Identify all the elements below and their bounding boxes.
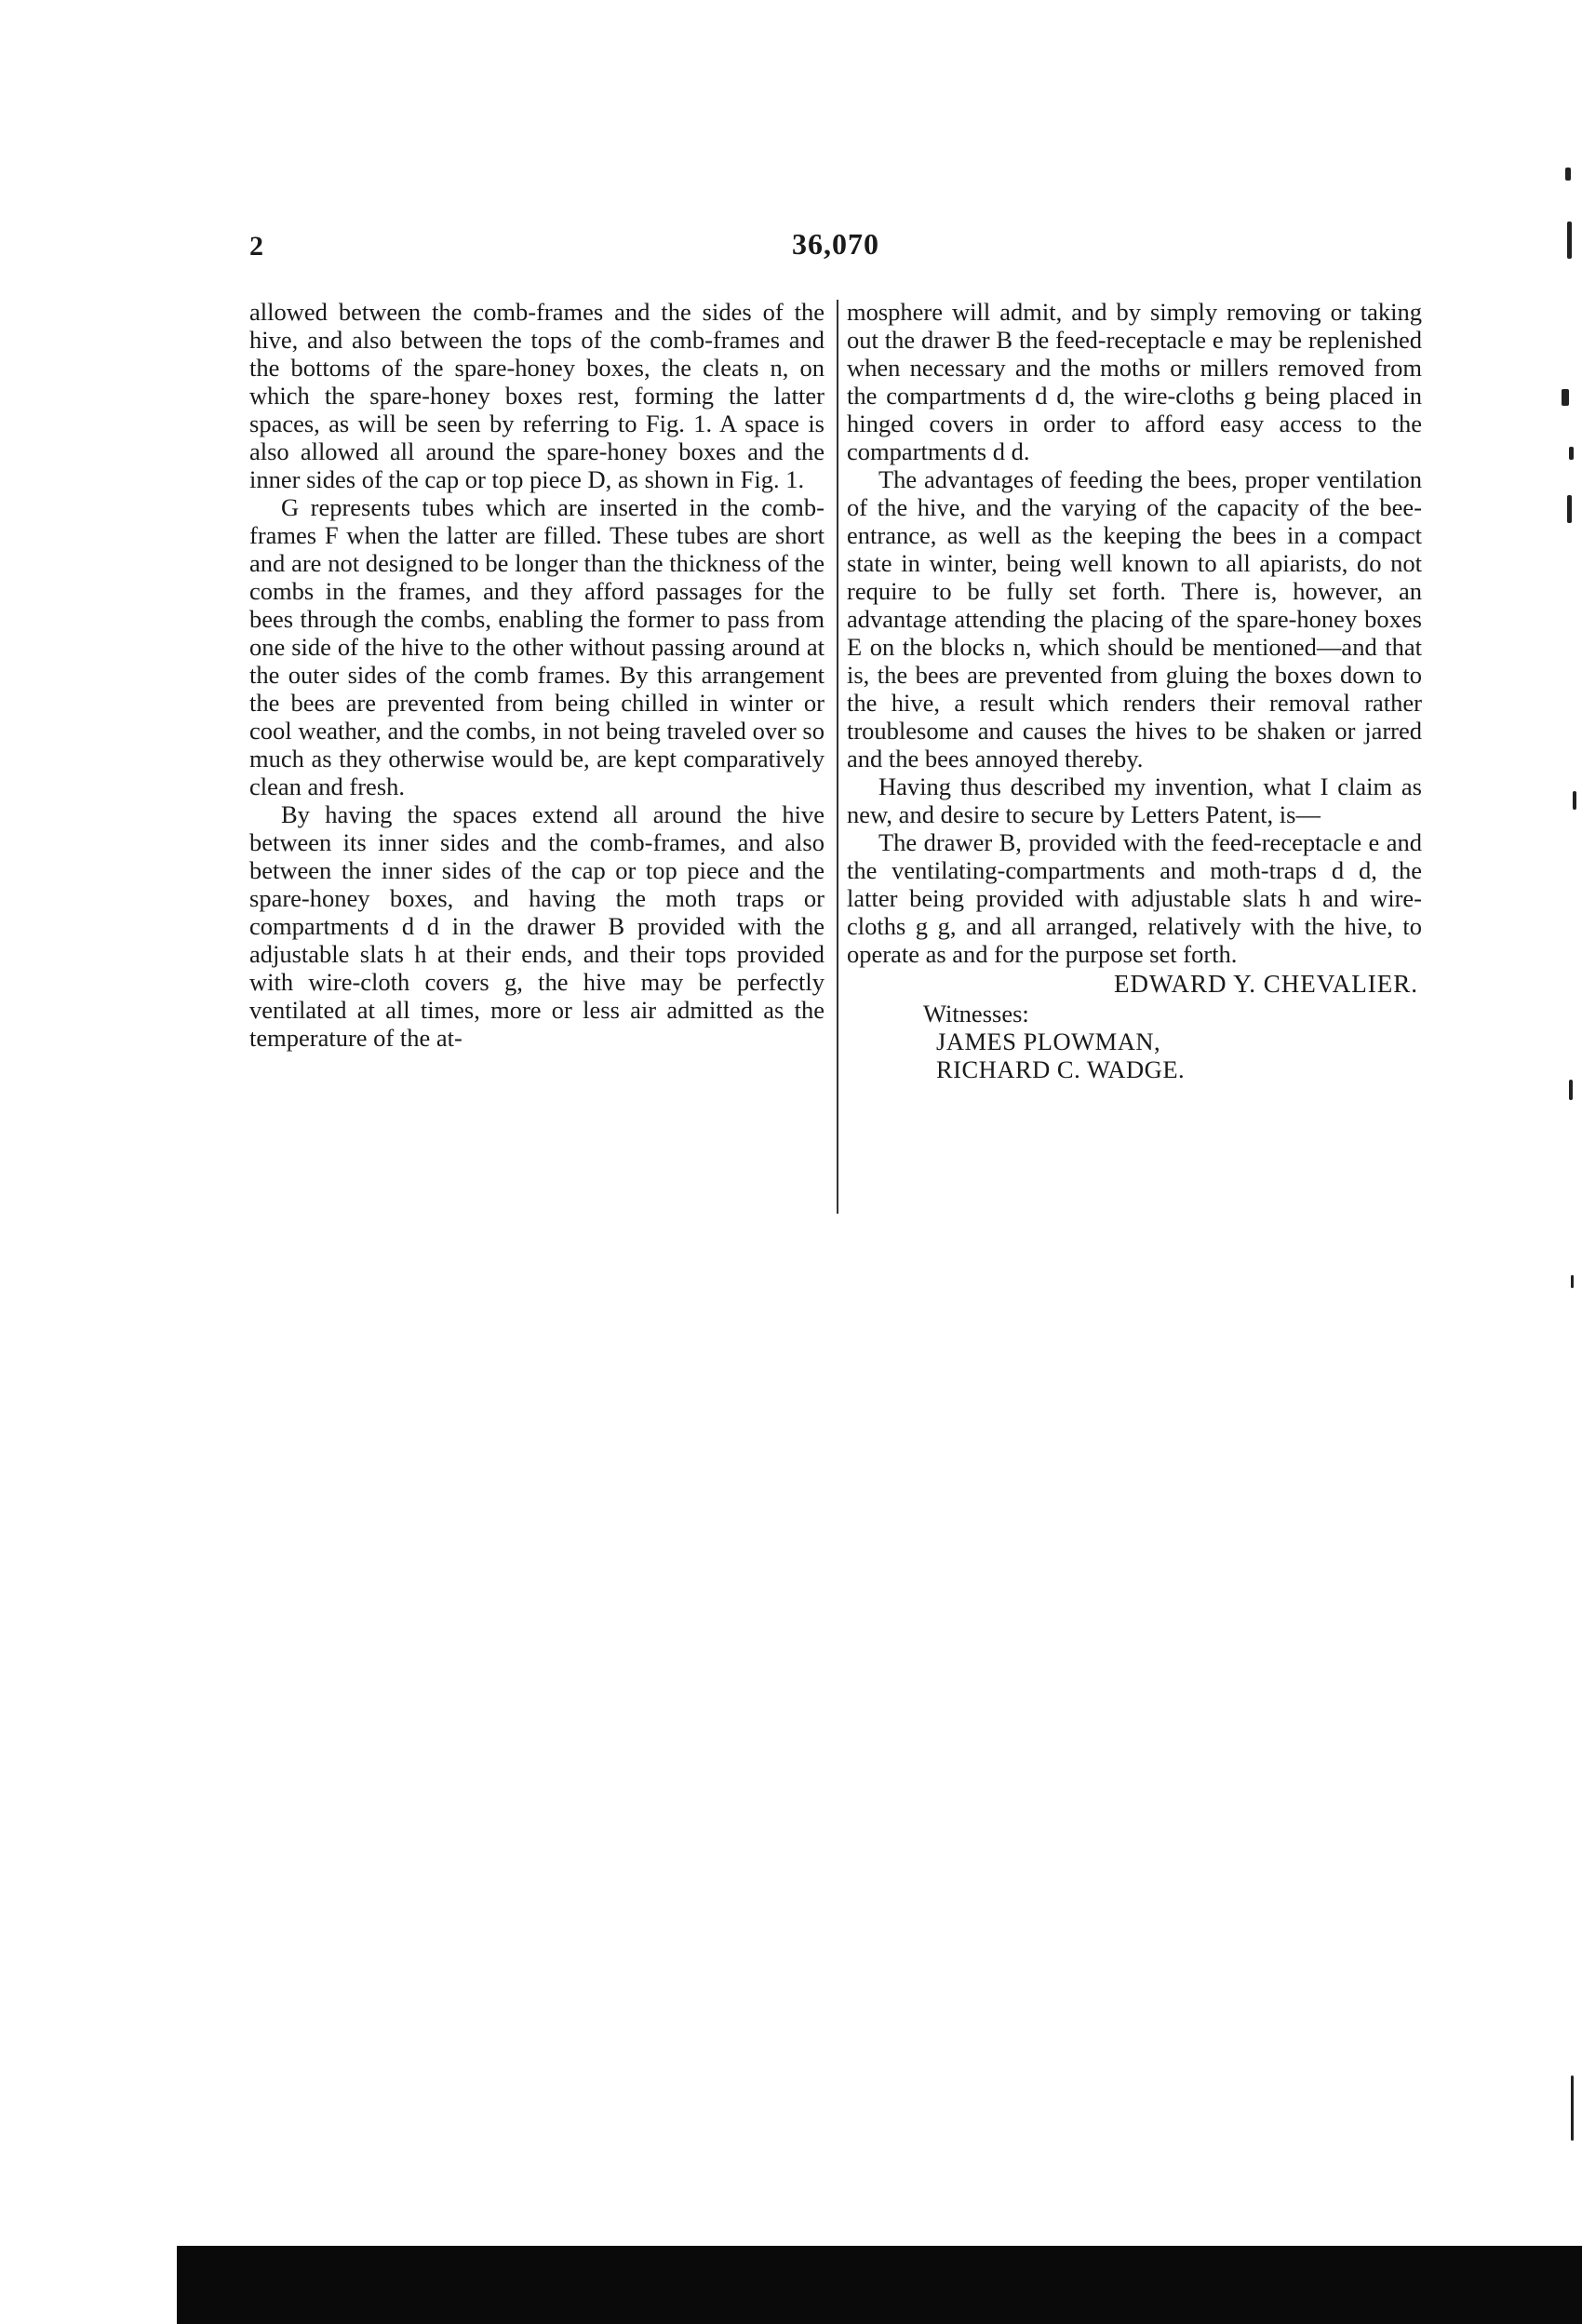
paragraph: By having the spaces extend all around the hive between its inner sides and the comb-frames, and also between the inner sides of the cap or top piece and the spare-honey boxes, and having the moth traps or compartments d d in the drawer B provided with the adjustable slats h at their ends, and their tops provided with wire-cloth covers g, the hive may be perfectly ventilated at all times, more or less air admitted as the temperature of the at- [249, 800, 825, 1052]
paragraph: The advantages of feeding the bees, proper ventilation of the hive, and the varying of the capacity of the bee-entrance, as well as the keeping the bees in a compact state in winter, being well known to all apiarists, do not require to be fully set forth. There is, however, an advantage attending the placing of the spare-honey boxes E on the blocks n, which should be mentioned—and that is, the bees are prevented from gluing the boxes down to the hive, a result which renders their removal rather troublesome and causes the hives to be shaken or jarred and the bees annoyed thereby. [847, 465, 1422, 772]
paragraph: G represents tubes which are inserted in the comb-frames F when the latter are filled. These tubes are short and are not designed to be longer than the thickness of the combs in the frames, and they afford passages for the bees through the combs, enabling the former to pass from one side of the hive to the other without passing around at the outer sides of the comb frames. By this arrangement the bees are prevented from being chilled in winter or cool weather, and the combs, in not being traveled over so much as they otherwise would be, are kept comparatively clean and fresh. [249, 493, 825, 800]
witnesses-label: Witnesses: [923, 1000, 1029, 1028]
inventor-signature: EDWARD Y. CHEVALIER. [1113, 970, 1418, 998]
claim-paragraph: The drawer B, provided with the feed-receptacle e and the ventilating-compartments and moth-traps d d, the latter being provided with adjustable slats h and wire-cloths g g, and all arranged, relatively with the hive, to operate as and for the purpose set forth. [847, 828, 1422, 968]
patent-number: 36,070 [792, 227, 879, 261]
witness-name: JAMES PLOWMAN, [936, 1028, 1161, 1055]
scan-bottom-border [177, 2246, 1582, 2324]
left-column [249, 298, 825, 1052]
right-column [847, 298, 1422, 1083]
column-divider [837, 300, 838, 1214]
paragraph: allowed between the comb-frames and the sides of the hive, and also between the tops of the comb-frames and the bottoms of the spare-honey boxes, the cleats n, on which the spare-honey boxes rest, forming the latter spaces, as will be seen by referring to Fig. 1. A space is also allowed all around the spare-honey boxes and the inner sides of the cap or top piece D, as shown in Fig. 1. [249, 298, 825, 493]
paragraph: mosphere will admit, and by simply removing or taking out the drawer B the feed-receptacle e may be replenished when necessary and the moths or millers removed from the compartments d d, the wire-cloths g being placed in hinged covers in order to afford easy access to the compartments d d. [847, 298, 1422, 465]
witness-name: RICHARD C. WADGE. [936, 1055, 1186, 1083]
paragraph: Having thus described my invention, what I claim as new, and desire to secure by Letters Patent, is— [847, 772, 1422, 828]
page-number: 2 [249, 231, 263, 262]
